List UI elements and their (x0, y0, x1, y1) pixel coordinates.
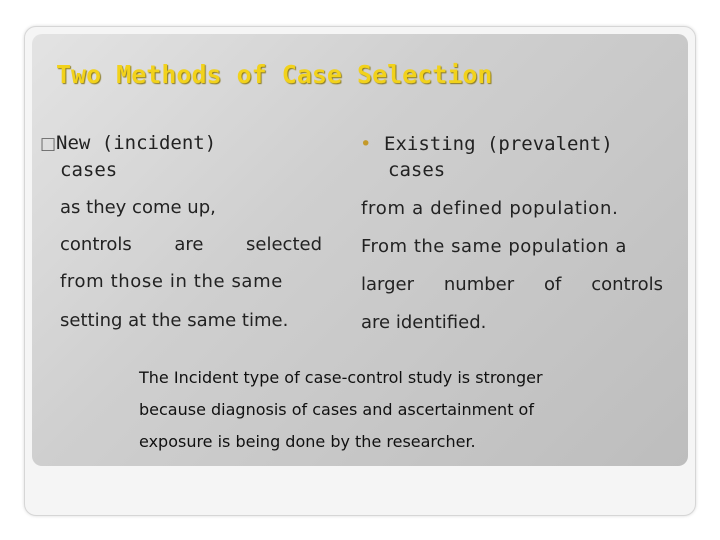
square-bullet-icon: □ (40, 134, 57, 154)
right-line-1: from a defined population. (361, 198, 619, 219)
left-line-2 (60, 234, 322, 255)
right-line-3-word: controls (591, 274, 663, 295)
left-heading (40, 130, 330, 183)
right-heading (360, 131, 680, 183)
left-line-4: setting at the same time. (60, 310, 289, 331)
left-line-1: as they come up, (60, 197, 216, 218)
right-line-3-word: number (443, 274, 515, 295)
left-line-2-word: are (174, 234, 204, 255)
right-line-4: are identified. (361, 312, 487, 333)
note-line-2: because diagnosis of cases and ascertainment of (139, 400, 534, 419)
slide-title: Two Methods of Case Selection (56, 60, 493, 89)
right-line-3 (361, 274, 663, 295)
right-heading-line2: cases (388, 159, 446, 181)
left-heading-line1: New (incident) (56, 132, 217, 154)
left-line-2-word: selected (246, 234, 322, 255)
note-line-3: exposure is being done by the researcher. (139, 432, 476, 451)
right-line-3-word: of (544, 274, 562, 295)
left-line-2-word: controls (60, 234, 132, 255)
right-line-3-word: larger (361, 274, 415, 295)
right-line-2: From the same population a (361, 236, 627, 257)
dot-bullet-icon: • (360, 133, 372, 155)
note-line-1: The Incident type of case-control study is stronger (139, 368, 543, 387)
right-heading-line1: Existing (prevalent) (384, 133, 613, 155)
left-line-3: from those in the same (60, 271, 283, 292)
left-heading-line2: cases (60, 159, 118, 181)
